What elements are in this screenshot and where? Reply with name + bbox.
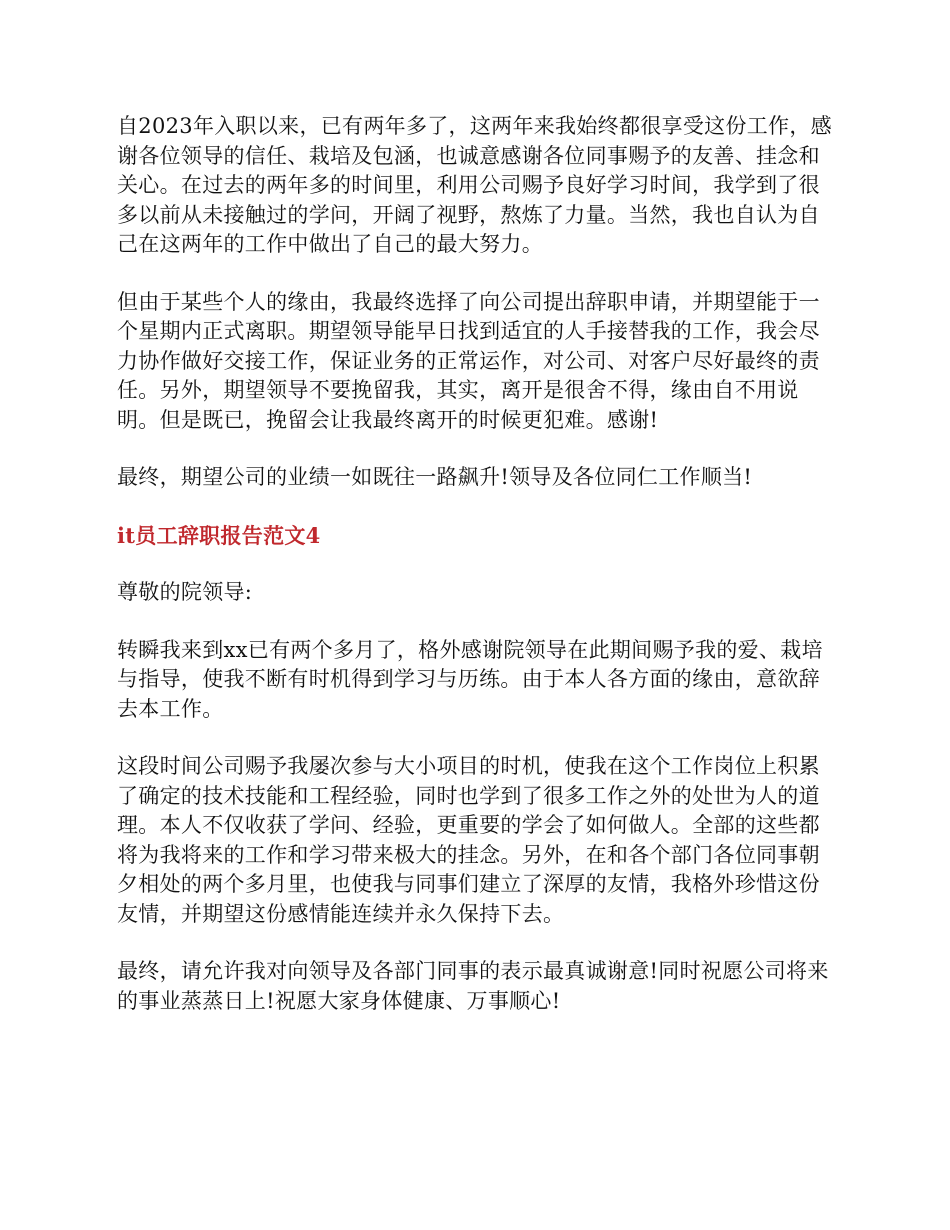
paragraph-experience: 这段时间公司赐予我屡次参与大小项目的时机，使我在这个工作岗位上积累了确定的技术技能和工程经验，同时也学到了很多工作之外的处世为人的道理。本人不仅收获了学问、经验，更重要的学会了如何做人。全部的这些都将为我将来的工作和学习带来极大的挂念。另外，在和各个部门各位同事朝夕相处的两个多月里，也使我与同事们建立了深厚的友情，我格外珍惜这份友情，并期望这份感情能连续并永久保持下去。 (117, 754, 820, 926)
paragraph-closing-wish: 最终，期望公司的业绩一如既往一路飙升!领导及各位同仁工作顺当! (117, 465, 753, 489)
paragraph-intro: 自2023年入职以来，已有两年多了，这两年来我始终都很享受这份工作，感谢各位领导的信任、栽培及包涵，也诚意感谢各位同事赐予的友善、挂念和关心。在过去的两年多的时间里，利用公司赐予良好学习时间，我学到了很多以前从未接触过的学问，开阔了视野，熬炼了力量。当然，我也自认为自己在这两年的工作中做出了自己的最大努力。 (117, 114, 832, 256)
paragraph-reason: 但由于某些个人的缘由，我最终选择了向公司提出辞职申请，并期望能于一个星期内正式离职。期望领导能早日找到适宜的人手接替我的工作，我会尽力协作做好交接工作，保证业务的正常运作，对公司、对客户尽好最终的责任。另外，期望领导不要挽留我，其实，离开是很舍不得，缘由自不用说明。但是既已，挽留会让我最终离开的时候更犯难。感谢! (117, 289, 820, 432)
paragraph-salutation: 尊敬的院领导: (117, 580, 253, 604)
paragraph-thanks: 转瞬我来到xx已有两个多月了，格外感谢院领导在此期间赐予我的爱、栽培与指导，使我不断有时机得到学习与历练。由于本人各方面的缘由，意欲辞去本工作。 (117, 637, 823, 721)
section-heading: it员工辞职报告范文4 (117, 522, 321, 548)
paragraph-final-regards: 最终，请允许我对向领导及各部门同事的表示最真诚谢意!同时祝愿公司将来的事业蒸蒸日上!祝愿大家身体健康、万事顺心! (117, 959, 829, 1013)
document-page (117, 112, 837, 1044)
